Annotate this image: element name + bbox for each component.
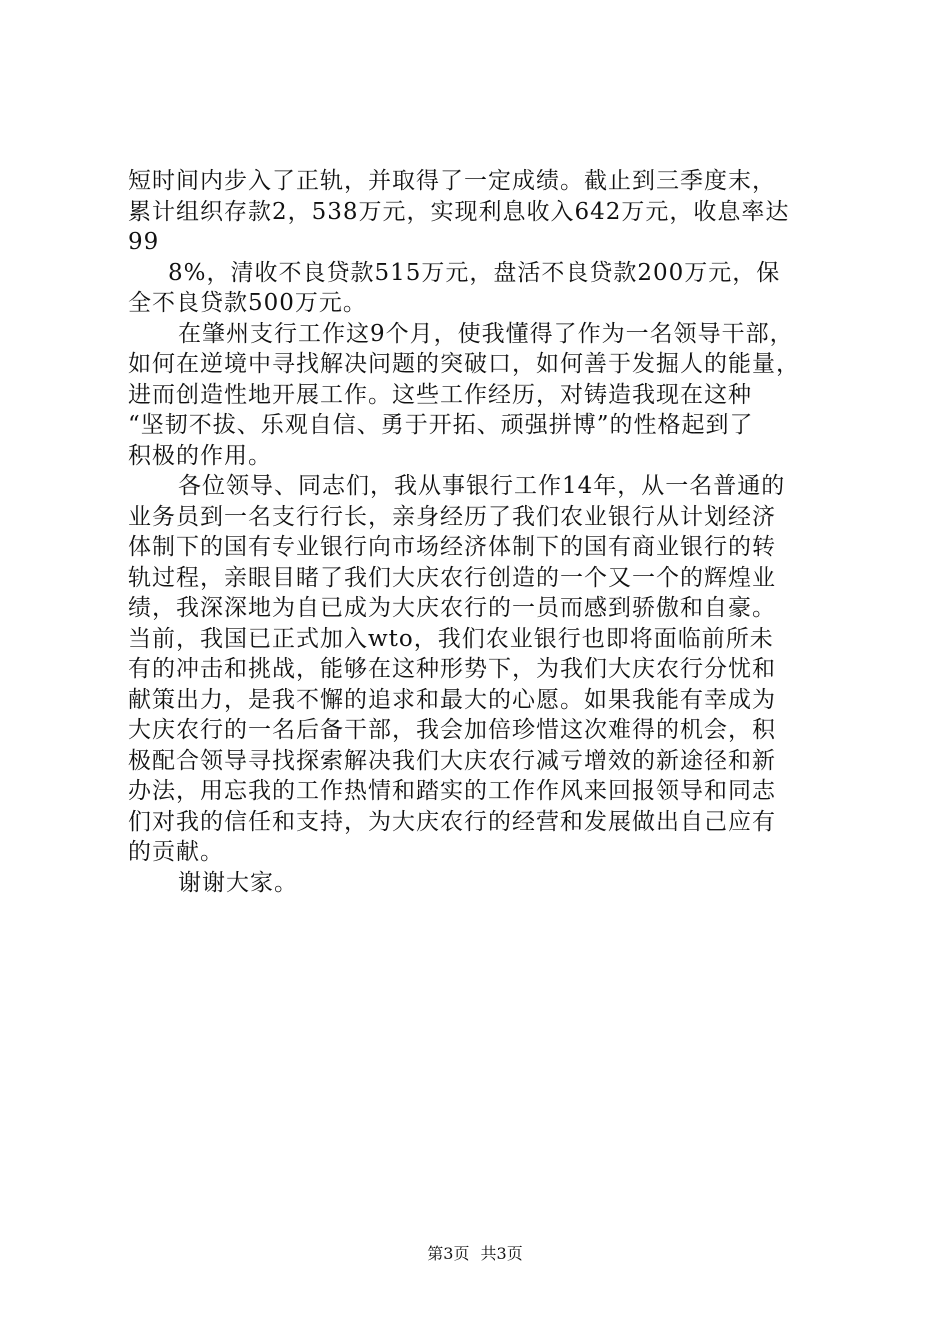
text-line: 99 [128,229,160,255]
text-line: 业务员到一名支行行长，亲身经历了我们农业银行从计划经济 [128,503,776,530]
text-line: 轨过程，亲眼目睹了我们大庆农行创造的一个又一个的辉煌业 [128,564,776,591]
text-line: 如何在逆境中寻找解决问题的突破口，如何善于发掘人的能量， [128,351,800,377]
page-total: 共3页 [480,1244,523,1263]
text-line: 当前，我国已正式加入wto，我们农业银行也即将面临前所未 [128,625,774,652]
text-line: 们对我的信任和支持，为大庆农行的经营和发展做出自己应有 [128,808,776,835]
page-footer [0,1244,950,1264]
text-line: 体制下的国有专业银行向市场经济体制下的国有商业银行的转 [128,534,776,560]
closing-line: 谢谢大家。 [178,869,298,896]
text-line: 极配合领导寻找探索解决我们大庆农行减亏增效的新途径和新 [128,747,776,774]
text-line: 绩，我深深地为自已成为大庆农行的一员而感到骄傲和自豪。 [128,595,776,621]
text-line: 短时间内步入了正轨，并取得了一定成绩。截止到三季度末， [128,168,776,194]
paragraph-start: 各位领导、同志们，我从事银行工作14年，从一名普通的 [178,473,786,499]
text-line: 8%，清收不良贷款515万元，盘活不良贷款200万元，保 [168,259,781,286]
text-line: 有的冲击和挑战，能够在这种形势下，为我们大庆农行分忧和 [128,656,776,682]
text-line: 累计组织存款2，538万元，实现利息收入642万元，收息率达 [128,198,790,225]
text-line: “坚韧不拔、乐观自信、勇于开拓、顽强拼博”的性格起到了 [128,412,754,438]
text-line: 进而创造性地开展工作。这些工作经历，对铸造我现在这种 [128,381,752,408]
text-line: 大庆农行的一名后备干部，我会加倍珍惜这次难得的机会，积 [128,717,776,743]
paragraph-start: 在肇州支行工作这9个月，使我懂得了作为一名领导干部， [178,320,794,347]
text-line: 献策出力，是我不懈的追求和最大的心愿。如果我能有幸成为 [128,686,776,713]
page-number: 第3页 [427,1244,470,1263]
text-line: 全不良贷款500万元。 [128,290,367,316]
text-line: 的贡献。 [128,839,224,865]
text-line: 办法，用忘我的工作热情和踏实的工作作风来回报领导和同志 [128,778,776,804]
body-text [128,166,828,898]
text-line: 积极的作用。 [128,442,272,469]
